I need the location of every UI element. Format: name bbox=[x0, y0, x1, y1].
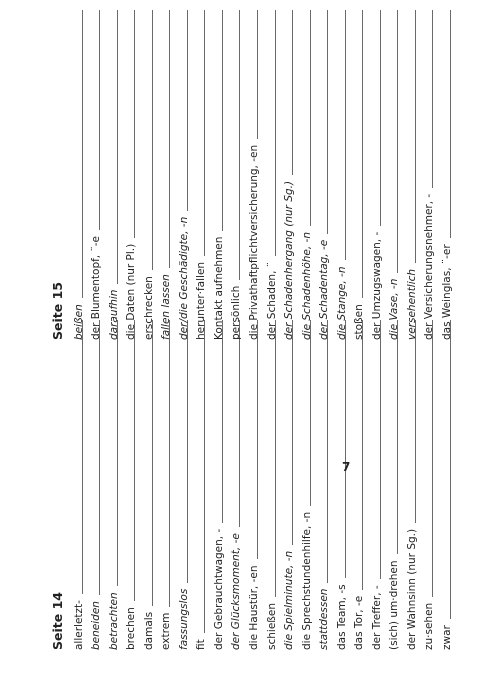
vocab-row bbox=[192, 10, 210, 340]
vocab-row bbox=[367, 10, 385, 340]
vocab-word: fassungslos bbox=[177, 588, 190, 650]
vocab-row bbox=[437, 320, 455, 650]
writing-line[interactable] bbox=[362, 320, 363, 590]
writing-line[interactable] bbox=[327, 10, 328, 234]
vocab-word: schießen bbox=[265, 602, 278, 650]
vocab-word: daraufhin bbox=[107, 289, 120, 340]
vocab-word: Kontakt aufnehmen bbox=[212, 236, 225, 340]
vocab-row bbox=[385, 320, 403, 650]
writing-line[interactable] bbox=[134, 320, 135, 601]
vocab-word: fallen lassen bbox=[160, 274, 173, 340]
writing-line[interactable] bbox=[432, 10, 433, 188]
vocab-row bbox=[87, 320, 105, 650]
vocabulary-list bbox=[69, 320, 455, 650]
vocab-word: die Daten (nur Pl.) bbox=[125, 243, 138, 340]
vocab-row bbox=[139, 10, 157, 340]
writing-line[interactable] bbox=[450, 320, 451, 619]
writing-line[interactable] bbox=[117, 320, 118, 586]
vocab-word: betrachten bbox=[107, 592, 120, 650]
vocab-row bbox=[280, 320, 298, 650]
vocab-row bbox=[280, 10, 298, 340]
vocab-row bbox=[297, 10, 315, 340]
writing-line[interactable] bbox=[152, 10, 153, 270]
vocab-row bbox=[262, 320, 280, 650]
vocab-row bbox=[174, 10, 192, 340]
vocab-row bbox=[69, 320, 87, 650]
vocab-word: die Privathaftpflichtversicherung, -en bbox=[248, 144, 261, 340]
writing-line[interactable] bbox=[239, 320, 240, 527]
writing-line[interactable] bbox=[292, 10, 293, 175]
writing-line[interactable] bbox=[204, 10, 205, 256]
vocab-row bbox=[227, 320, 245, 650]
vocab-word: stattdessen bbox=[318, 588, 331, 650]
writing-line[interactable] bbox=[310, 320, 311, 506]
writing-line[interactable] bbox=[99, 10, 100, 230]
writing-line[interactable] bbox=[415, 320, 416, 523]
vocab-row bbox=[350, 10, 368, 340]
writing-line[interactable] bbox=[187, 320, 188, 583]
writing-line[interactable] bbox=[239, 10, 240, 280]
writing-line[interactable] bbox=[275, 10, 276, 256]
vocab-word: die Sprechstundenhilfe, -n bbox=[300, 511, 313, 650]
writing-line[interactable] bbox=[380, 10, 381, 226]
vocab-word: der Glücksmoment, -e bbox=[230, 533, 243, 650]
writing-line[interactable] bbox=[257, 10, 258, 139]
vocab-word: der/die Geschädigte, -n bbox=[177, 216, 190, 340]
section-heading: Seite 15 bbox=[50, 282, 65, 340]
vocab-row bbox=[157, 320, 175, 650]
writing-line[interactable] bbox=[432, 320, 433, 597]
vocab-word: die Vase, -n bbox=[388, 278, 401, 340]
vocab-row bbox=[350, 320, 368, 650]
vocab-word: der Treffer, - bbox=[370, 585, 383, 650]
section-heading: Seite 14 bbox=[50, 592, 65, 650]
writing-line[interactable] bbox=[82, 10, 83, 298]
vocab-word: die Schadenhöhe, -n bbox=[300, 232, 313, 340]
vocabulary-list bbox=[69, 10, 455, 340]
writing-line[interactable] bbox=[169, 320, 170, 607]
vocab-row bbox=[209, 10, 227, 340]
writing-line[interactable] bbox=[415, 10, 416, 263]
vocab-word: das Team, -s bbox=[335, 584, 348, 650]
writing-line[interactable] bbox=[187, 10, 188, 211]
vocab-row bbox=[402, 10, 420, 340]
page-number: 7 bbox=[342, 460, 351, 474]
vocab-row bbox=[227, 10, 245, 340]
vocab-row bbox=[315, 10, 333, 340]
vocab-row bbox=[297, 320, 315, 650]
vocab-word: der Blumentopf, ¨-e bbox=[90, 236, 103, 340]
vocab-word: die Stange, -n bbox=[335, 266, 348, 340]
vocab-word: zu·sehen bbox=[423, 602, 436, 650]
writing-line[interactable] bbox=[397, 10, 398, 273]
vocab-word: allerletzt- bbox=[72, 600, 85, 650]
vocab-word: stoßen bbox=[353, 304, 366, 340]
vocab-row bbox=[420, 10, 438, 340]
vocab-row bbox=[420, 320, 438, 650]
vocab-word: brechen bbox=[125, 607, 138, 650]
vocab-row bbox=[262, 10, 280, 340]
writing-line[interactable] bbox=[222, 10, 223, 231]
vocab-row bbox=[122, 320, 140, 650]
writing-line[interactable] bbox=[82, 320, 83, 594]
writing-line[interactable] bbox=[450, 10, 451, 238]
vocab-row bbox=[104, 320, 122, 650]
vocab-word: das Weinglas, ¨-er bbox=[441, 244, 454, 340]
writing-line[interactable] bbox=[152, 320, 153, 606]
vocab-word: der Schadenhergang (nur Sg.) bbox=[283, 180, 296, 340]
vocab-row bbox=[385, 10, 403, 340]
writing-line[interactable] bbox=[345, 10, 346, 261]
vocab-word: beißen bbox=[72, 304, 85, 340]
vocab-row bbox=[437, 10, 455, 340]
vocab-row bbox=[332, 10, 350, 340]
writing-line[interactable] bbox=[134, 10, 135, 238]
vocab-word: der Schadentag, -e bbox=[318, 239, 331, 340]
vocab-row bbox=[192, 320, 210, 650]
vocab-word: zwar bbox=[441, 625, 454, 650]
writing-line[interactable] bbox=[204, 320, 205, 633]
vocab-row bbox=[315, 320, 333, 650]
writing-line[interactable] bbox=[117, 10, 118, 284]
vocab-word: extrem bbox=[160, 612, 173, 650]
vocab-row bbox=[157, 10, 175, 340]
vocab-row bbox=[244, 10, 262, 340]
writing-line[interactable] bbox=[345, 320, 346, 578]
vocab-word: der Wahnsinn (nur Sg.) bbox=[405, 528, 418, 650]
vocab-word: die Spielminute, -n bbox=[283, 550, 296, 650]
vocab-row bbox=[367, 320, 385, 650]
vocab-row bbox=[87, 10, 105, 340]
vocab-word: fit bbox=[195, 639, 208, 650]
writing-line[interactable] bbox=[169, 10, 170, 268]
vocab-word: die Haustür, -en bbox=[248, 565, 261, 650]
vocab-word: der Gebrauchtwagen, - bbox=[212, 528, 225, 650]
writing-line[interactable] bbox=[380, 320, 381, 579]
writing-line[interactable] bbox=[292, 320, 293, 545]
vocab-word: persönlich bbox=[230, 285, 243, 340]
vocab-row bbox=[209, 320, 227, 650]
vocab-row bbox=[332, 320, 350, 650]
vocab-row bbox=[139, 320, 157, 650]
writing-line[interactable] bbox=[257, 320, 258, 559]
writing-line[interactable] bbox=[327, 320, 328, 583]
vocab-word: beneiden bbox=[90, 601, 103, 650]
vocab-row bbox=[402, 320, 420, 650]
vocab-row bbox=[104, 10, 122, 340]
vocab-word: das Tor, -e bbox=[353, 595, 366, 650]
vocab-word: der Umzugswagen, - bbox=[370, 231, 383, 340]
vocab-word: der Schaden, ¨ bbox=[265, 261, 278, 340]
vocab-word: (sich) um·drehen bbox=[388, 560, 401, 650]
vocab-word: der Versicherungsnehmer, - bbox=[423, 193, 436, 340]
writing-line[interactable] bbox=[222, 320, 223, 523]
vocab-word: versehentlich bbox=[405, 268, 418, 340]
vocab-word: erschrecken bbox=[142, 276, 155, 340]
vocab-row bbox=[244, 320, 262, 650]
writing-line[interactable] bbox=[275, 320, 276, 597]
writing-line[interactable] bbox=[362, 10, 363, 298]
vocab-row bbox=[122, 10, 140, 340]
vocab-word: herunter·fallen bbox=[195, 261, 208, 340]
vocab-row bbox=[69, 10, 87, 340]
vocab-word: damals bbox=[142, 611, 155, 650]
writing-line[interactable] bbox=[310, 10, 311, 226]
vocab-row bbox=[174, 320, 192, 650]
writing-line[interactable] bbox=[99, 320, 100, 595]
writing-line[interactable] bbox=[397, 320, 398, 554]
